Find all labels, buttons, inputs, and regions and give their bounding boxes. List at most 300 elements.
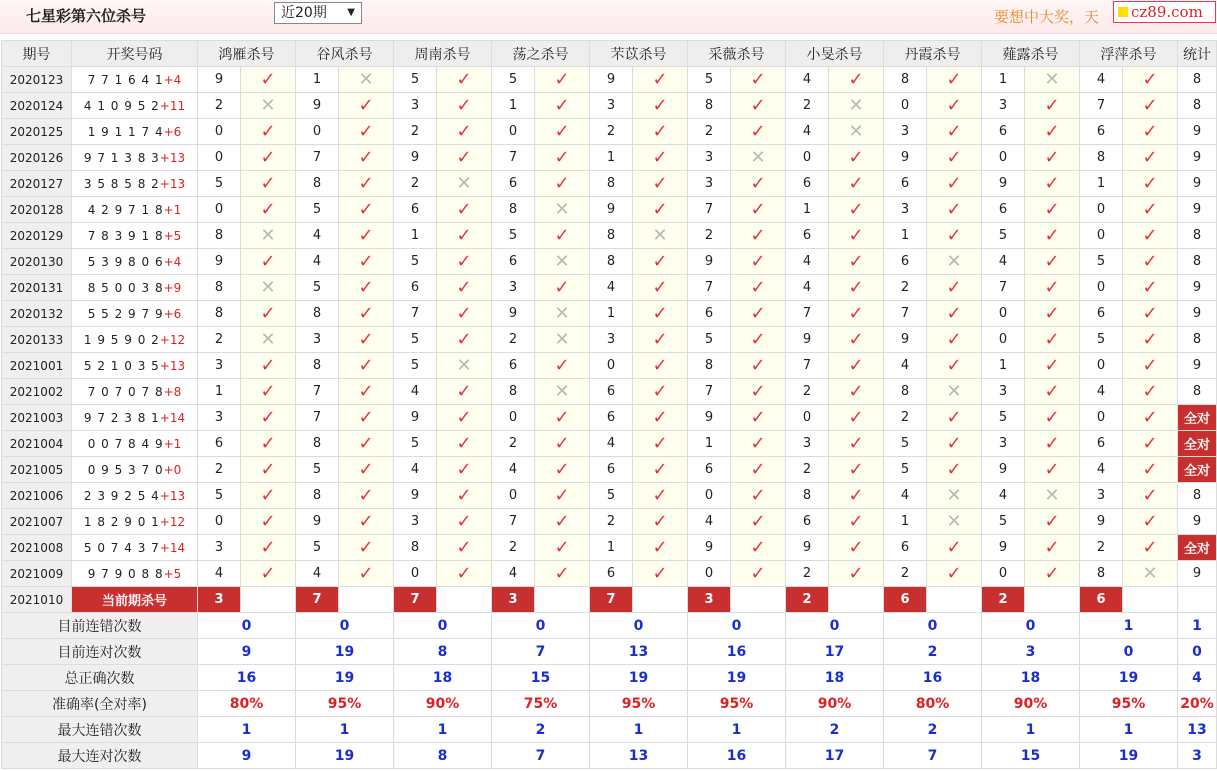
tally-count: 9 (1178, 197, 1217, 223)
check-icon: ✓ (633, 379, 688, 405)
kill-number: 4 (1080, 67, 1123, 93)
kill-number: 7 (786, 301, 829, 327)
check-icon: ✓ (927, 275, 982, 301)
draw-digits: 1 9 1 1 7 4 (87, 124, 164, 139)
cross-icon: ✕ (927, 379, 982, 405)
kill-number: 0 (884, 93, 927, 119)
tally-count: 8 (1178, 483, 1217, 509)
check-icon: ✓ (339, 483, 394, 509)
check-icon: ✓ (241, 431, 296, 457)
check-icon: ✓ (927, 431, 982, 457)
draw-numbers (72, 119, 198, 145)
check-icon: ✓ (241, 119, 296, 145)
check-icon: ✓ (633, 249, 688, 275)
kill-number: 9 (296, 509, 339, 535)
stats-row (2, 717, 1217, 743)
draw-sum: +5 (163, 228, 182, 243)
check-icon: ✓ (241, 171, 296, 197)
cross-icon: ✕ (535, 379, 590, 405)
check-icon: ✓ (829, 171, 884, 197)
cross-icon: ✕ (339, 67, 394, 93)
check-icon: ✓ (731, 93, 786, 119)
kill-number: 9 (394, 145, 437, 171)
kill-number: 6 (590, 405, 633, 431)
check-icon: ✓ (241, 353, 296, 379)
stats-value: 13 (590, 743, 688, 769)
stats-value: 1 (198, 717, 296, 743)
check-icon: ✓ (829, 145, 884, 171)
check-icon: ✓ (339, 431, 394, 457)
kill-number: 4 (884, 483, 927, 509)
kill-number: 1 (492, 93, 535, 119)
check-icon: ✓ (241, 405, 296, 431)
check-icon: ✓ (1025, 379, 1080, 405)
kill-number: 9 (688, 249, 731, 275)
kill-number: 9 (688, 405, 731, 431)
draw-digits: 2 3 9 2 5 4 (83, 488, 160, 503)
kill-number: 7 (492, 145, 535, 171)
check-icon: ✓ (339, 379, 394, 405)
kill-number: 5 (296, 197, 339, 223)
kill-number: 9 (786, 327, 829, 353)
empty-cell (437, 587, 492, 613)
stats-value: 2 (884, 639, 982, 665)
kill-number: 1 (590, 145, 633, 171)
draw-sum: +1 (163, 436, 182, 451)
kill-number: 1 (296, 67, 339, 93)
check-icon: ✓ (1123, 223, 1178, 249)
check-icon: ✓ (535, 483, 590, 509)
kill-number: 0 (1080, 223, 1123, 249)
kill-number: 4 (884, 353, 927, 379)
kill-number: 3 (394, 93, 437, 119)
issue-number: 2020128 (2, 197, 72, 223)
check-icon: ✓ (829, 197, 884, 223)
draw-numbers (72, 93, 198, 119)
kill-number: 3 (296, 327, 339, 353)
check-icon: ✓ (1025, 275, 1080, 301)
check-icon: ✓ (339, 561, 394, 587)
check-icon: ✓ (535, 431, 590, 457)
kill-number: 9 (394, 405, 437, 431)
check-icon: ✓ (535, 119, 590, 145)
kill-number: 2 (688, 223, 731, 249)
stats-row (2, 691, 1217, 717)
kill-number: 6 (198, 431, 241, 457)
check-icon: ✓ (1123, 197, 1178, 223)
issue-number: 2021004 (2, 431, 72, 457)
draw-numbers (72, 457, 198, 483)
stats-value: 9 (198, 743, 296, 769)
check-icon: ✓ (633, 483, 688, 509)
tally-count: 9 (1178, 561, 1217, 587)
column-header: 芣苡杀号 (590, 41, 688, 67)
draw-digits: 9 7 9 0 8 8 (87, 566, 164, 581)
draw-numbers (72, 275, 198, 301)
kill-number: 3 (198, 535, 241, 561)
kill-number: 8 (198, 223, 241, 249)
kill-number: 5 (296, 535, 339, 561)
check-icon: ✓ (535, 67, 590, 93)
kill-number: 5 (394, 67, 437, 93)
current-issue-number: 2021010 (2, 587, 72, 613)
kill-number: 5 (394, 353, 437, 379)
check-icon: ✓ (241, 509, 296, 535)
issue-number: 2021005 (2, 457, 72, 483)
stats-value: 1 (1080, 717, 1178, 743)
kill-number: 5 (492, 223, 535, 249)
cross-icon: ✕ (535, 327, 590, 353)
check-icon: ✓ (1025, 561, 1080, 587)
stats-value: 19 (296, 743, 394, 769)
draw-numbers (72, 67, 198, 93)
current-kill-number: 7 (590, 587, 633, 613)
draw-sum: +4 (163, 72, 182, 87)
cross-icon: ✕ (1025, 483, 1080, 509)
check-icon: ✓ (1123, 145, 1178, 171)
draw-digits: 5 3 9 8 0 6 (87, 254, 164, 269)
check-icon: ✓ (437, 483, 492, 509)
issue-number: 2020132 (2, 301, 72, 327)
kill-number: 3 (198, 353, 241, 379)
kill-number: 5 (590, 483, 633, 509)
kill-number: 5 (982, 223, 1025, 249)
check-icon: ✓ (927, 171, 982, 197)
check-icon: ✓ (731, 197, 786, 223)
stats-row (2, 743, 1217, 769)
check-icon: ✓ (633, 67, 688, 93)
kill-number: 1 (590, 301, 633, 327)
stats-value: 13 (1178, 717, 1217, 743)
stats-value: 95% (1080, 691, 1178, 717)
logo-text: cz89.com (1131, 3, 1203, 21)
tally-count: 8 (1178, 67, 1217, 93)
check-icon: ✓ (927, 223, 982, 249)
kill-number: 9 (590, 67, 633, 93)
stats-value: 13 (590, 639, 688, 665)
check-icon: ✓ (1123, 301, 1178, 327)
check-icon: ✓ (731, 249, 786, 275)
check-icon: ✓ (339, 405, 394, 431)
draw-digits: 0 0 7 8 4 9 (87, 436, 164, 451)
stats-value: 95% (296, 691, 394, 717)
kill-number: 0 (982, 327, 1025, 353)
column-header: 薤露杀号 (982, 41, 1080, 67)
check-icon: ✓ (535, 171, 590, 197)
current-kill-number: 7 (296, 587, 339, 613)
check-icon: ✓ (339, 119, 394, 145)
kill-number: 1 (982, 67, 1025, 93)
check-icon: ✓ (1123, 327, 1178, 353)
kill-number: 3 (198, 405, 241, 431)
check-icon: ✓ (731, 301, 786, 327)
stats-value: 16 (688, 743, 786, 769)
draw-numbers (72, 509, 198, 535)
kill-number: 2 (492, 431, 535, 457)
stats-label: 目前连错次数 (2, 613, 198, 639)
kill-number: 3 (1080, 483, 1123, 509)
check-icon: ✓ (241, 67, 296, 93)
kill-number: 6 (1080, 301, 1123, 327)
kill-number: 5 (982, 405, 1025, 431)
check-icon: ✓ (927, 301, 982, 327)
check-icon: ✓ (633, 119, 688, 145)
kill-number: 9 (394, 483, 437, 509)
check-icon: ✓ (1123, 67, 1178, 93)
kill-number: 1 (688, 431, 731, 457)
check-icon: ✓ (1025, 171, 1080, 197)
kill-number: 9 (198, 67, 241, 93)
table-row (2, 223, 1217, 249)
draw-digits: 3 5 8 5 8 2 (83, 176, 160, 191)
kill-number: 3 (492, 275, 535, 301)
tally-count: 9 (1178, 509, 1217, 535)
cross-icon: ✕ (535, 249, 590, 275)
stats-value: 18 (786, 665, 884, 691)
check-icon: ✓ (339, 353, 394, 379)
kill-number: 2 (786, 93, 829, 119)
check-icon: ✓ (339, 301, 394, 327)
draw-sum: +8 (163, 384, 182, 399)
check-icon: ✓ (829, 457, 884, 483)
kill-number: 0 (198, 197, 241, 223)
kill-number: 6 (590, 379, 633, 405)
kill-number: 4 (786, 119, 829, 145)
stats-row (2, 665, 1217, 691)
issue-number: 2020126 (2, 145, 72, 171)
top-bar (0, 0, 1217, 34)
stats-label: 目前连对次数 (2, 639, 198, 665)
check-icon: ✓ (633, 197, 688, 223)
stats-value: 2 (884, 717, 982, 743)
current-issue-row (2, 587, 1217, 613)
check-icon: ✓ (633, 405, 688, 431)
column-header: 丹霞杀号 (884, 41, 982, 67)
tally-count: 8 (1178, 327, 1217, 353)
kill-number: 3 (982, 431, 1025, 457)
draw-sum: +9 (163, 280, 182, 295)
kill-number: 5 (688, 67, 731, 93)
stats-value: 19 (1080, 665, 1178, 691)
table-row (2, 145, 1217, 171)
period-select[interactable] (274, 2, 362, 24)
check-icon: ✓ (535, 223, 590, 249)
kill-number: 6 (982, 197, 1025, 223)
kill-number: 4 (1080, 379, 1123, 405)
check-icon: ✓ (1025, 145, 1080, 171)
kill-number: 3 (786, 431, 829, 457)
check-icon: ✓ (829, 353, 884, 379)
kill-number: 7 (688, 379, 731, 405)
stats-value: 19 (296, 639, 394, 665)
check-icon: ✓ (633, 171, 688, 197)
tally-count: 8 (1178, 249, 1217, 275)
cross-icon: ✕ (927, 483, 982, 509)
stats-value: 7 (884, 743, 982, 769)
kill-number: 5 (394, 249, 437, 275)
kill-number: 4 (492, 457, 535, 483)
check-icon: ✓ (927, 535, 982, 561)
check-icon: ✓ (829, 301, 884, 327)
stats-value: 75% (492, 691, 590, 717)
kill-number: 5 (198, 171, 241, 197)
cross-icon: ✕ (437, 171, 492, 197)
kill-number: 1 (590, 535, 633, 561)
stats-value: 95% (590, 691, 688, 717)
stats-value: 8 (394, 743, 492, 769)
issue-number: 2020123 (2, 67, 72, 93)
stats-value: 0 (786, 613, 884, 639)
kill-number: 1 (884, 223, 927, 249)
check-icon: ✓ (731, 405, 786, 431)
check-icon: ✓ (731, 457, 786, 483)
table-row (2, 327, 1217, 353)
stats-value: 2 (786, 717, 884, 743)
kill-number: 9 (786, 535, 829, 561)
kill-number: 0 (492, 483, 535, 509)
draw-sum: +5 (163, 566, 182, 581)
table-row (2, 171, 1217, 197)
current-kill-number: 6 (884, 587, 927, 613)
check-icon: ✓ (1123, 509, 1178, 535)
kill-number: 2 (590, 119, 633, 145)
draw-sum: +1 (163, 202, 182, 217)
all-correct-badge: 全对 (1178, 535, 1217, 561)
issue-number: 2021001 (2, 353, 72, 379)
check-icon: ✓ (437, 457, 492, 483)
draw-numbers (72, 405, 198, 431)
current-kill-label: 当前期杀号 (72, 587, 198, 613)
kill-number: 8 (296, 483, 339, 509)
check-icon: ✓ (339, 275, 394, 301)
current-kill-number: 2 (982, 587, 1025, 613)
kill-number: 8 (688, 93, 731, 119)
kill-number: 7 (982, 275, 1025, 301)
kill-number: 2 (884, 275, 927, 301)
kill-number: 9 (590, 197, 633, 223)
check-icon: ✓ (731, 275, 786, 301)
check-icon: ✓ (829, 379, 884, 405)
kill-number: 8 (296, 353, 339, 379)
current-kill-number: 3 (198, 587, 241, 613)
check-icon: ✓ (927, 93, 982, 119)
kill-number: 9 (1080, 509, 1123, 535)
check-icon: ✓ (339, 93, 394, 119)
draw-numbers (72, 561, 198, 587)
draw-sum: +12 (159, 514, 186, 529)
check-icon: ✓ (1123, 275, 1178, 301)
draw-numbers (72, 197, 198, 223)
stats-row (2, 613, 1217, 639)
stats-value: 1 (982, 717, 1080, 743)
check-icon: ✓ (437, 535, 492, 561)
kill-number: 6 (688, 301, 731, 327)
check-icon: ✓ (437, 67, 492, 93)
kill-number: 6 (786, 171, 829, 197)
table-row (2, 457, 1217, 483)
check-icon: ✓ (731, 223, 786, 249)
check-icon: ✓ (1025, 457, 1080, 483)
kill-number: 0 (198, 119, 241, 145)
kill-number: 8 (296, 301, 339, 327)
check-icon: ✓ (437, 431, 492, 457)
check-icon: ✓ (535, 457, 590, 483)
kill-number: 6 (492, 249, 535, 275)
check-icon: ✓ (927, 561, 982, 587)
draw-digits: 1 9 5 9 0 2 (83, 332, 160, 347)
stats-value: 0 (982, 613, 1080, 639)
all-correct-badge: 全对 (1178, 431, 1217, 457)
draw-sum: +13 (159, 358, 186, 373)
check-icon: ✓ (1025, 353, 1080, 379)
check-icon: ✓ (1123, 171, 1178, 197)
stats-value: 90% (394, 691, 492, 717)
kill-number: 8 (786, 483, 829, 509)
cross-icon: ✕ (927, 249, 982, 275)
kill-number: 0 (1080, 405, 1123, 431)
stats-value: 1 (590, 717, 688, 743)
column-header: 鸿雁杀号 (198, 41, 296, 67)
check-icon: ✓ (731, 353, 786, 379)
draw-digits: 9 7 1 3 8 3 (83, 150, 160, 165)
check-icon: ✓ (241, 249, 296, 275)
draw-numbers (72, 535, 198, 561)
table-row (2, 93, 1217, 119)
check-icon: ✓ (535, 509, 590, 535)
stats-value: 1 (1080, 613, 1178, 639)
check-icon: ✓ (1123, 249, 1178, 275)
period-select-value: 近20期 (281, 5, 327, 21)
kill-number: 0 (492, 119, 535, 145)
kill-number: 0 (688, 561, 731, 587)
kill-number: 2 (198, 457, 241, 483)
check-icon: ✓ (339, 457, 394, 483)
check-icon: ✓ (829, 535, 884, 561)
stats-value: 1 (1178, 613, 1217, 639)
kill-number: 4 (1080, 457, 1123, 483)
draw-digits: 5 2 1 0 3 5 (83, 358, 160, 373)
kill-number: 8 (590, 171, 633, 197)
kill-number: 7 (1080, 93, 1123, 119)
stats-value: 7 (492, 639, 590, 665)
draw-digits: 5 5 2 9 7 9 (87, 306, 164, 321)
table-row (2, 275, 1217, 301)
check-icon: ✓ (1123, 353, 1178, 379)
draw-sum: +14 (159, 410, 186, 425)
check-icon: ✓ (1123, 483, 1178, 509)
empty-cell (1123, 587, 1178, 613)
kill-number: 4 (492, 561, 535, 587)
kill-number: 9 (982, 457, 1025, 483)
check-icon: ✓ (927, 327, 982, 353)
kill-number: 1 (198, 379, 241, 405)
kill-number: 5 (492, 67, 535, 93)
table-row (2, 249, 1217, 275)
issue-number: 2020131 (2, 275, 72, 301)
check-icon: ✓ (339, 327, 394, 353)
check-icon: ✓ (535, 93, 590, 119)
tally-count: 8 (1178, 379, 1217, 405)
stats-value: 19 (296, 665, 394, 691)
check-icon: ✓ (535, 145, 590, 171)
site-logo[interactable] (1113, 1, 1216, 23)
check-icon: ✓ (731, 327, 786, 353)
tally-count: 8 (1178, 93, 1217, 119)
check-icon: ✓ (437, 93, 492, 119)
kill-number: 4 (688, 509, 731, 535)
stats-value: 7 (492, 743, 590, 769)
kill-number: 6 (786, 509, 829, 535)
